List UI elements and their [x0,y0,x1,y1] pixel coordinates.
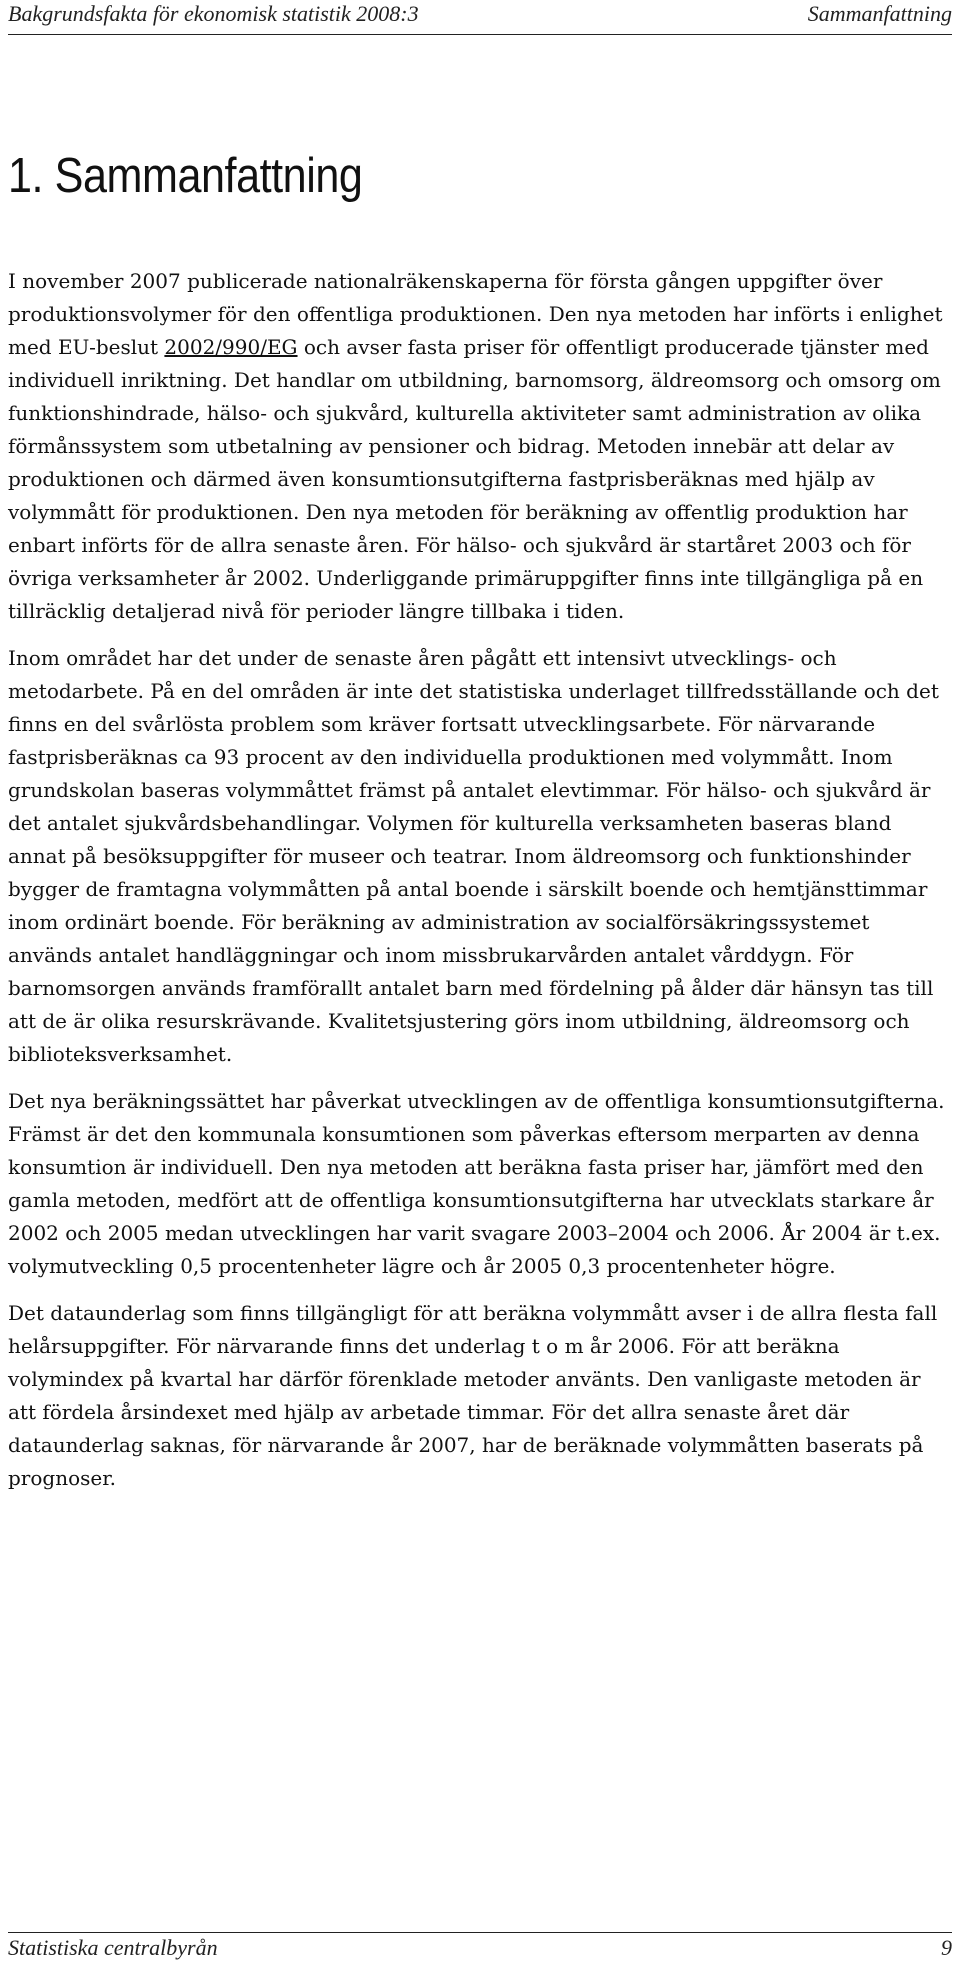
paragraph-4: Det dataunderlag som finns tillgängligt för att beräkna volymmått avser i de allra flesta fall helårsuppgifter. För närvarande finns det underlag t o m år 2006. För att beräkna volymindex på kvartal har därför förenklade metoder använts. Den vanligaste metoden är att fördela årsindexet med hjälp av arbetade timmar. För det allra senaste året där dataunderlag saknas, för närvarande år 2007, har de beräknade volymmåtten baserats på prognoser. [8,1301,938,1490]
footer-publisher: Statistiska centralbyrån [8,1935,218,1960]
document-body [8,265,952,1509]
paragraph-3: Det nya beräkningssättet har påverkat utvecklingen av de offentliga konsumtionsutgifterna. Främst är det den kommunala konsumtionen som påverkas eftersom merparten av denna konsumtion är individuell. Den nya metoden att beräkna fasta priser har, jämfört med den gamla metoden, medfört att de offentliga konsumtionsutgifterna har utvecklats starkare år 2002 och 2005 medan utvecklingen har varit svagare 2003–2004 och 2006. År 2004 är t.ex. volymutveckling 0,5 procentenheter lägre och år 2005 0,3 procentenheter högre. [8,1089,945,1278]
regulation-reference: 2002/990/EG [164,335,298,359]
page-header [8,0,952,35]
paragraph-1 [8,265,952,628]
page-title: 1. Sammanfattning [8,149,363,203]
paragraph-1-text-b: och avser fasta priser för offentligt producerade tjänster med individuell inriktning. Det handlar om utbildning, barnomsorg, äldreomsorg och omsorg om funktionshindrade, hälso- och sjukvård, kulturella aktiviteter samt administration av olika förmånssystem som utbetalning av pensioner och bidrag. Metoden innebär att delar av produktionen och därmed även konsumtionsutgifterna fastprisberäknas med hjälp av volymmått för produktionen. Den nya metoden för beräkning av offentlig produktion har enbart införts för de allra senaste åren. För hälso- och sjukvård är startåret 2003 och för övriga verksamheter år 2002. Underliggande primäruppgifter finns inte tillgängliga på en tillräcklig detaljerad nivå för perioder längre tillbaka i tiden. [8,335,941,623]
header-publication-title: Bakgrundsfakta för ekonomisk statistik 2008:3 [8,1,419,26]
paragraph-2: Inom området har det under de senaste åren pågått ett intensivt utvecklings- och metodarbete. På en del områden är inte det statistiska underlaget tillfredsställande och det finns en del svårlösta problem som kräver fortsatt utvecklingsarbete. För närvarande fastprisberäknas ca 93 procent av den individuella produktionen med volymmått. Inom grundskolan baseras volymmåttet främst på antalet elevtimmar. För hälso- och sjukvård är det antalet sjukvårdsbehandlingar. Volymen för kulturella verksamheten baseras bland annat på besöksuppgifter för museer och teatrar. Inom äldreomsorg och funktionshinder bygger de framtagna volymmåtten på antal boende i särskilt boende och hemtjänsttimmar inom ordinärt boende. För beräkning av administration av socialförsäkringssystemet används antalet handläggningar och inom missbrukarvården antalet vårddygn. För barnomsorgen används framförallt antalet barn med fördelning på ålder där hänsyn tas till att de är olika resurskrävande. Kvalitetsjustering görs inom utbildning, äldreomsorg och biblioteksverksamhet. [8,646,939,1066]
page-footer [8,1932,952,1965]
page-number: 9 [941,1935,952,1960]
paragraph-1-text-a: I november 2007 publicerade nationalräkenskaperna för första gången uppgifter över produktionsvolymer för den offentliga produktionen. Den nya metoden har införts i enlighet med EU-beslut [8,269,943,359]
header-section-name: Sammanfattning [807,1,952,26]
